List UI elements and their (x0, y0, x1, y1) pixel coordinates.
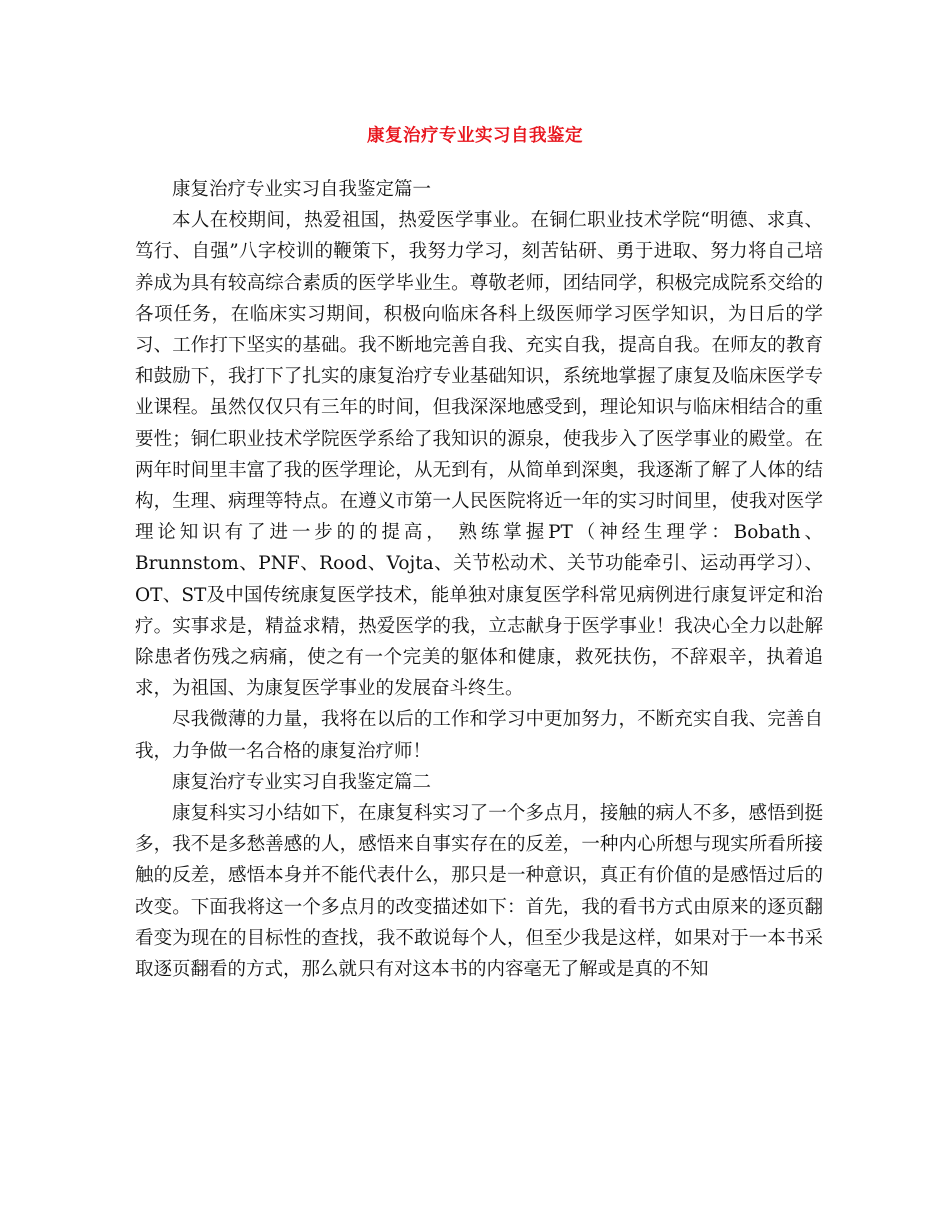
section-heading-2: 康复治疗专业实习自我鉴定篇二 (172, 771, 432, 793)
document-title: 康复治疗专业实习自我鉴定 (367, 126, 583, 146)
document-body (135, 174, 823, 985)
paragraph-3: 康复科实习小结如下，在康复科实习了一个多点月，接触的病人不多，感悟到挺多，我不是多愁善感的人，感悟来自事实存在的反差，一种内心所想与现实所看所接触的反差，感悟本身并不能代表什么，那只是一种意识，真正有价值的是感悟过后的改变。下面我将这一个多点月的改变描述如下：首先，我的看书方式由原来的逐页翻看变为现在的目标性的查找，我不敢说每个人，但至少我是这样，如果对于一本书采取逐页翻看的方式，那么就只有对这本书的内容毫无了解或是真的不知 (135, 803, 823, 981)
paragraph-1: 本人在校期间，热爱祖国，热爱医学事业。在铜仁职业技术学院“明德、求真、笃行、自强”八字校训的鞭策下，我努力学习，刻苦钻研、勇于进取、努力将自己培养成为具有较高综合素质的医学毕业生。尊敬老师，团结同学，积极完成院系交给的各项任务，在临床实习期间，积极向临床各科上级医师学习医学知识，为日后的学习、工作打下坚实的基础。我不断地完善自我、充实自我，提高自我。在师友的教育和鼓励下，我打下了扎实的康复治疗专业基础知识，系统地掌握了康复及临床医学专业课程。虽然仅仅只有三年的时间，但我深深地感受到，理论知识与临床相结合的重要性；铜仁职业技术学院医学系给了我知识的源泉，使我步入了医学事业的殿堂。在两年时间里丰富了我的医学理论，从无到有，从简单到深奥，我逐渐了解了人体的结构，生理、病理等特点。在遵义市第一人民医院将近一年的实习时间里，使我对医学理论知识有了进一步的的提高， 熟练掌握PT（神经生理学：Bobath、Brunnstom、PNF、Rood、Vojta、关节松动术、关节功能牵引、运动再学习）、OT、ST及中国传统康复医学技术，能单独对康复医学科常见病例进行康复评定和治疗。实事求是，精益求精，热爱医学的我，立志献身于医学事业！我决心全力以赴解除患者伤残之病痛，使之有一个完美的躯体和健康，救死扶伤，不辞艰辛，执着追求，为祖国、为康复医学事业的发展奋斗终生。 (135, 210, 823, 700)
section-heading-1: 康复治疗专业实习自我鉴定篇一 (172, 179, 432, 200)
paragraph-2: 尽我微薄的力量，我将在以后的工作和学习中更加努力，不断充实自我、完善自我，力争做一名合格的康复治疗师！ (135, 709, 823, 762)
